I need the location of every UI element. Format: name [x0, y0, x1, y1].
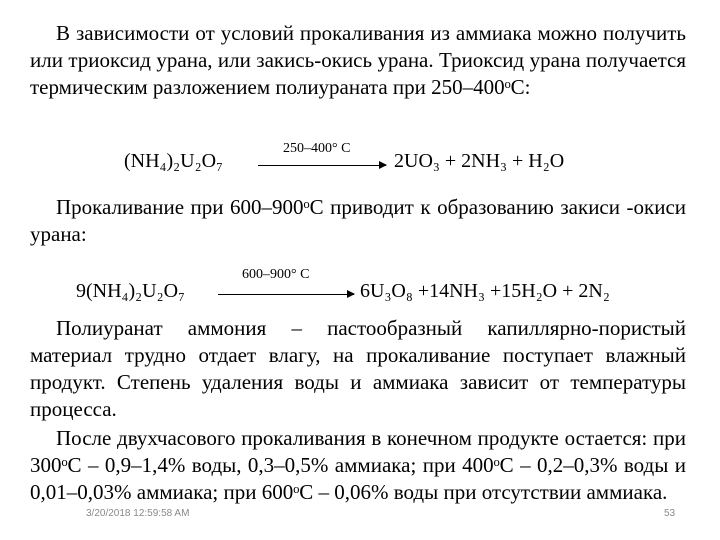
equation-2-condition: 600–900° C: [242, 267, 310, 282]
paragraph-1: [30, 20, 686, 101]
equation-1-right: 2UO₃ + 2NH₃ + H₂O: [394, 150, 565, 172]
paragraph-2: [30, 194, 686, 248]
equation-1-arrow: [258, 165, 386, 166]
page-number: 53: [664, 508, 676, 519]
paragraph-3-text: Полиуранат аммония – пастообразный капиллярно-пористый материал трудно отдает влагу, на прокаливание поступает влажный продукт. Степень удаления воды и аммиака зависит от температуры процесса.: [30, 316, 686, 421]
paragraph-3: [30, 315, 686, 423]
equation-2-arrow: [218, 294, 354, 295]
paragraph-1-text: В зависимости от условий прокаливания из аммиака можно получить или триоксид урана, или закись-окись урана. Триоксид урана получается термическим разложением полиураната при 250–400ᵒС:: [30, 21, 686, 99]
equation-1-condition: 250–400° C: [283, 141, 351, 156]
paragraph-4-text: После двухчасового прокаливания в конечном продукте остается: при 300ᵒС – 0,9–1,4% воды, 0,3–0,5% аммиака; при 400ᵒС – 0,2–0,3% воды и 0,01–0,03% аммиака; при 600ᵒС – 0,06% воды при отсутствии аммиака.: [30, 426, 686, 504]
equation-2-right: 6U₃O₈ +14NH₃ +15H₂O + 2N₂: [360, 280, 610, 302]
paragraph-2-text: Прокаливание при 600–900ᵒС приводит к образованию закиси -окиси урана:: [30, 195, 686, 246]
equation-1-left: (NH₄)₂U₂O₇: [124, 150, 223, 172]
equation-2-left: 9(NH₄)₂U₂O₇: [76, 280, 185, 302]
paragraph-4: [30, 425, 686, 506]
footer-date: 3/20/2018 12:59:58 AM: [86, 508, 190, 519]
